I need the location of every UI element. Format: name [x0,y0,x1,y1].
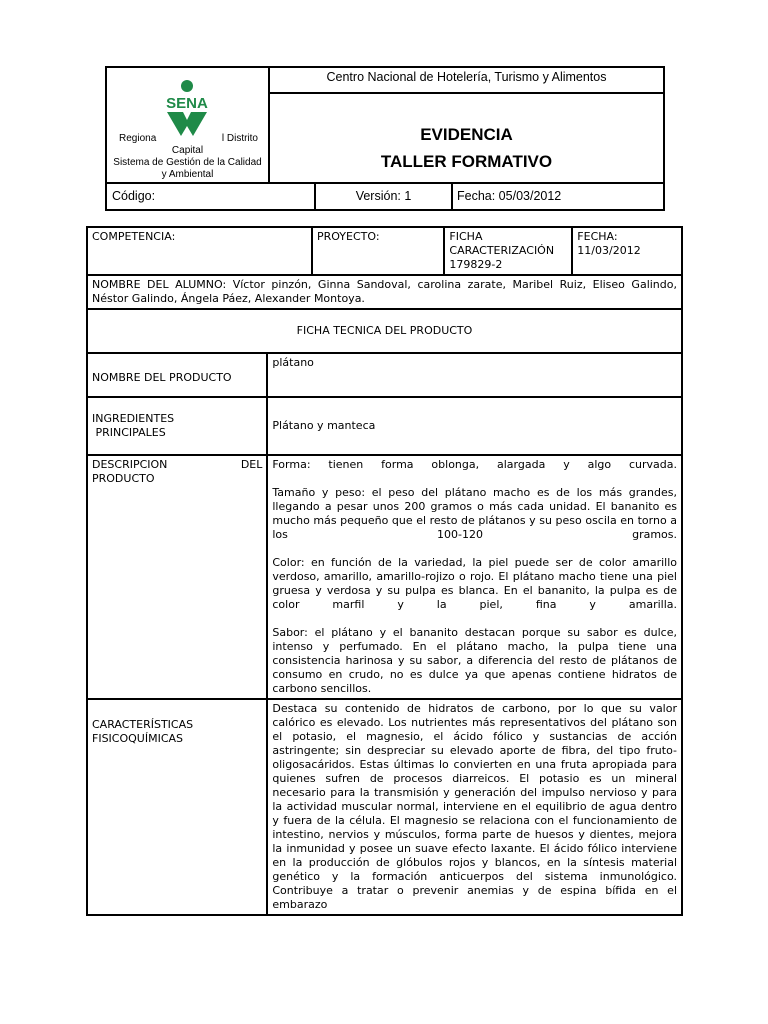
fecha-line: FECHA: [577,230,618,243]
descripcion-paragraph: Color: en función de la variedad, la piel puede ser de color amarillo verdoso, amarillo, amarillo-rojizo o rojo. El plátano macho tiene una piel gruesa y verdosa y su pulpa es blanca. En el bananito, la pulpa es de color marfil y la piel, fina y amarilla. [272,556,677,611]
sena-logo-icon [107,68,268,138]
descripcion-paragraph: Forma: tienen forma oblonga, alargada y algo curvada. [272,458,677,471]
codigo-label: Código: [112,189,156,203]
org-line: Sistema de Gestión de la Calidad [113,157,262,168]
ficha-line: CARACTERIZACIÓN [449,244,555,257]
document-subtitle: TALLER FORMATIVO [380,152,553,171]
proyecto-cell [312,227,444,275]
header-divider [105,182,665,184]
descripcion-value [267,455,682,699]
fecha-line: 11/03/2012 [577,244,641,257]
center-name: Centro Nacional de Hotelería, Turismo y Alimentos [326,70,607,84]
ingredientes-line: INGREDIENTES [92,412,175,425]
descripcion-paragraph: Tamaño y peso: el peso del plátano macho es de los más grandes, llegando a pesar unos 200 gramos o más cada unidad. El bananito es mucho más pequeño que el resto de plátanos y su peso oscila en torno a los 100-120 gramos. [272,486,677,541]
ingredientes-label [87,397,267,455]
alumno-text: NOMBRE DEL ALUMNO: Víctor pinzón, Ginna Sandoval, carolina zarate, Maribel Ruiz, Eliseo Galindo, Néstor Galindo, Ángela Páez, Alexander Montoya. [92,278,677,305]
org-line: Regiona [119,133,157,144]
ingredientes-value: Plátano y manteca [267,397,682,455]
caracteristicas-label [87,699,267,915]
fecha-cell [572,227,682,275]
version-label: Versión: 1 [355,189,412,203]
fecha-label: Fecha: 05/03/2012 [457,189,562,203]
ingredientes-line: PRINCIPALES [92,426,166,439]
logo-text: SENA [166,95,208,112]
header-divider [268,92,665,94]
nombre-value: plátano [267,353,682,397]
proyecto-label: PROYECTO: [316,230,380,243]
org-line: y Ambiental [161,169,214,180]
descripcion-label: DESCRIPCION DEL PRODUCTO [87,455,267,699]
alumno-cell [87,275,682,309]
competencia-cell [87,227,312,275]
ficha-line: FICHA [449,230,483,243]
ficha-cell [444,227,572,275]
ficha-line: 179829-2 [449,258,503,271]
product-sheet-table [86,226,683,916]
organization-name [107,133,268,181]
ficha-tecnica-title: FICHA TECNICA DEL PRODUCTO [87,309,682,353]
header-divider [451,182,453,211]
caracteristicas-line: FISICOQUÍMICAS [92,732,184,745]
descripcion-paragraph: Sabor: el plátano y el bananito destacan porque su sabor es dulce, intenso y perfumado. En el plátano macho, la pulpa tiene una consistencia harinosa y su sabor, a diferencia del resto de plátanos de consumo en crudo, no es dulce ya que apenas contiene hidratos de carbono sencillos. [272,626,677,695]
org-line: l Distrito [221,133,258,144]
caracteristicas-value: Destaca su contenido de hidratos de carbono, por lo que su valor calórico es elevado. Los nutrientes más representativos del plátano son el potasio, el magnesio, el ácido fólico y sustancias de acción astringente; sin despreciar su elevado aporte de fibra, del tipo fruto-oligosacáridos. Estas últimas lo convierten en una fruta apropiada para quienes sufren de procesos diarreicos. El potasio es un mineral necesario para la transmisión y generación del impulso nervioso y para la actividad muscular normal, interviene en el equilibrio de agua dentro y fuera de la célula. El magnesio se relaciona con el funcionamiento de intestino, nervios y músculos, forma parte de huesos y dientes, mejora la inmunidad y posee un suave efecto laxante. El ácido fólico interviene en la producción de glóbulos rojos y blancos, en la síntesis material genético y la formación anticuerpos del sistema inmunológico. Contribuye a tratar o prevenir anemias y de espina bífida en el embarazo [267,699,682,915]
document-title: EVIDENCIA [420,125,513,144]
nombre-label: NOMBRE DEL PRODUCTO [87,353,267,397]
org-line: Capital [171,145,204,156]
competencia-label: COMPETENCIA: [92,230,176,243]
caracteristicas-line: CARACTERÍSTICAS [92,718,194,731]
